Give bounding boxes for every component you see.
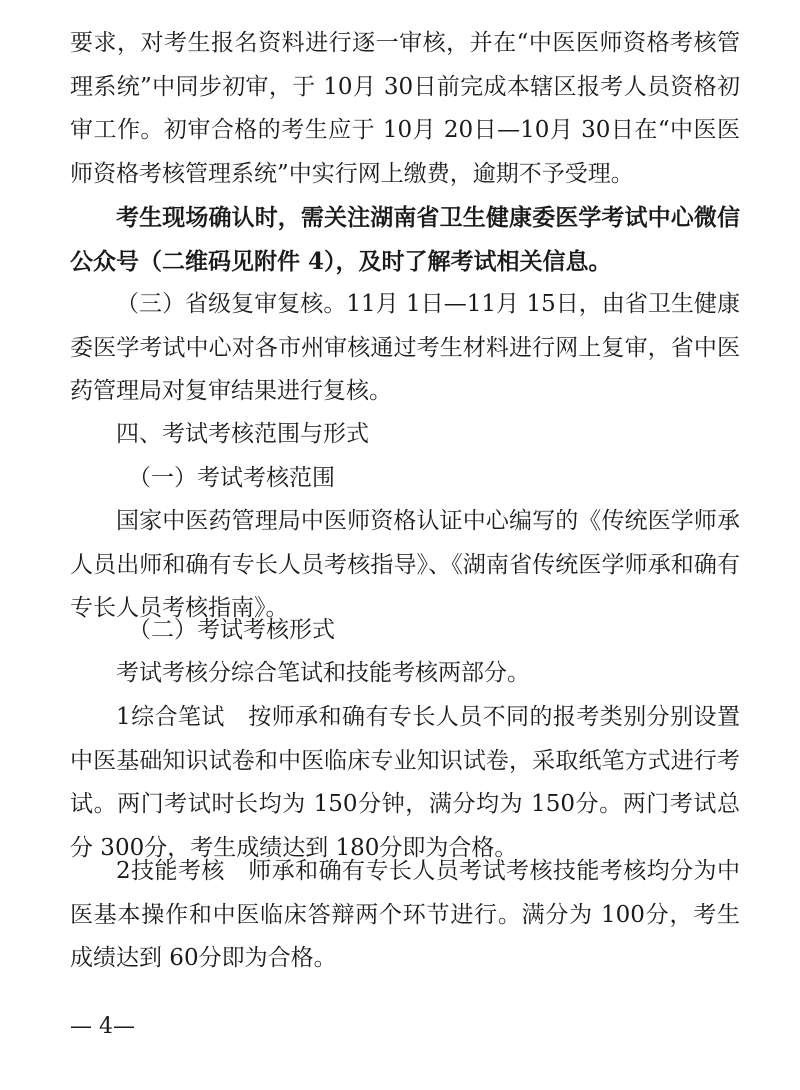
paragraph-exam-scope: 国家中医药管理局中医师资格认证中心编写的《传统医学师承人员出师和确有专长人员考核指导》、《湖南省传统医学师承和确有专长人员考核指南》。 — [70, 508, 740, 621]
paragraph-skills-assessment: 2技能考核 师承和确有专长人员考试考核技能考核均分为中医基本操作和中医临床答辩两个环节进行。满分为 100分，考生成绩达到 60分即为合格。 — [70, 858, 740, 971]
paragraph-provincial-review: （三）省级复审复核。11月 1日—11月 15日，由省卫生健康委医学考试中心对各市州审核通过考生材料进行网上复审，省中医药管理局对复审结果进行复核。 — [70, 291, 740, 404]
paragraph-written-exam: 1综合笔试 按师承和确有专长人员不同的报考类别分别设置中医基础知识试卷和中医临床专业知识试卷，采取纸笔方式进行考试。两门考试时长均为 150分钟，满分均为 150分。两门考试总分 300分，考生成绩达到 180分即为合格。 — [70, 704, 740, 861]
subsection-heading-exam-scope: （一）考试考核范围 — [128, 465, 335, 491]
paragraph-wechat-notice: 考生现场确认时，需关注湖南省卫生健康委医学考试中心微信公众号（二维码见附件 4），及时了解考试相关信息。 — [70, 204, 740, 275]
paragraph-preliminary-review: 要求，对考生报名资料进行逐一审核，并在“中医医师资格考核管理系统”中同步初审，于 10月 30日前完成本辖区报考人员资格初审工作。初审合格的考生应于 10月 20日—10月 30日在“中医医师资格考核管理系统”中实行网上缴费，逾期不予受理。 — [70, 30, 740, 187]
section-heading-exam-scope-form: 四、考试考核范围与形式 — [116, 421, 369, 447]
paragraph-exam-parts: 考试考核分综合笔试和技能考核两部分。 — [116, 660, 530, 686]
subsection-heading-exam-form: （二）考试考核形式 — [128, 617, 335, 643]
page-number: — 4— — [70, 1014, 135, 1039]
